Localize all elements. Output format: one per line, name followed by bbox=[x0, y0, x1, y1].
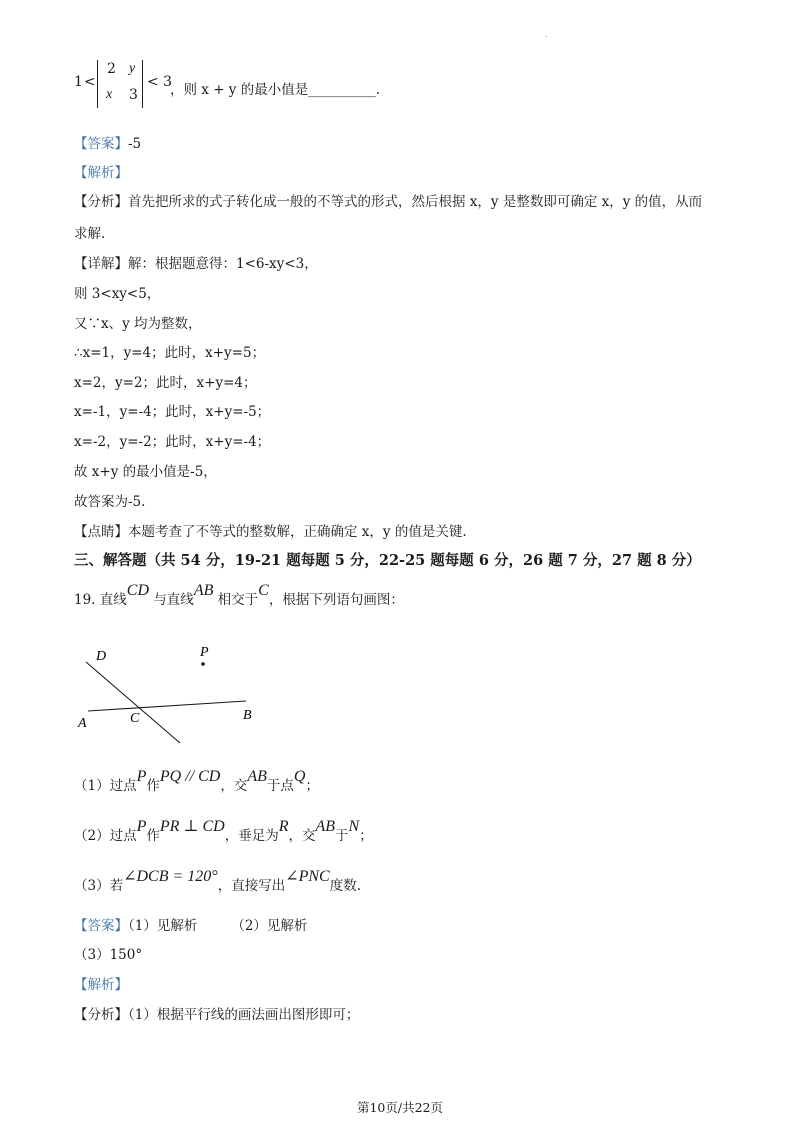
answer-part-3: （3）150° bbox=[74, 947, 143, 963]
q-math: Q bbox=[293, 768, 306, 785]
dianjing-label: 【点睛】 bbox=[74, 524, 128, 540]
dianjing-text: 本题考查了不等式的整数解，正确确定 x，y 的值是关键. bbox=[128, 524, 467, 540]
matrix-cell: 3 bbox=[129, 87, 138, 103]
answer-label: 【答案】 bbox=[74, 136, 128, 152]
q-math: N bbox=[348, 818, 360, 835]
q-text: 作 bbox=[146, 828, 160, 844]
question-tail: ，则 x + y 的最小值是__________. bbox=[170, 82, 381, 98]
detail-label: 【详解】 bbox=[74, 256, 128, 272]
problem-number: 19. bbox=[74, 592, 96, 608]
q-math: P bbox=[136, 818, 147, 835]
statement-text: ，根据下列语句画图： bbox=[268, 592, 404, 608]
q-math: R bbox=[278, 818, 289, 835]
q-text: ，交 bbox=[220, 778, 248, 794]
q-math: ∠PNC bbox=[285, 868, 330, 885]
analysis-label: 【解析】 bbox=[74, 977, 128, 993]
detail-line: x=-2，y=-2；此时，x+y=-4； bbox=[74, 434, 271, 450]
label-d: D bbox=[96, 649, 107, 664]
q-math: PQ // CD bbox=[159, 768, 221, 785]
less-than-three: < 3 bbox=[147, 74, 173, 90]
detail-line: ∴x=1，y=4；此时，x+y=5； bbox=[74, 345, 266, 361]
question-19-1 bbox=[74, 768, 319, 796]
statement-text: 直线 bbox=[99, 592, 127, 608]
q-math: AB bbox=[247, 768, 267, 785]
answer-part: （2）见解析 bbox=[231, 918, 308, 934]
matrix-cell: y bbox=[129, 61, 136, 76]
fenxi-label: 【分析】 bbox=[74, 194, 128, 210]
question-19-2 bbox=[74, 818, 373, 846]
detail-line: 又∵x、y 均为整数， bbox=[74, 316, 202, 332]
q-math: P bbox=[136, 768, 147, 785]
statement-text: 相交于 bbox=[217, 592, 259, 608]
line-ab bbox=[88, 701, 246, 711]
q-text: ，直接写出 bbox=[217, 878, 286, 894]
number-one: 1 bbox=[74, 74, 83, 90]
q-text: ，交 bbox=[288, 828, 316, 844]
line-cd bbox=[86, 662, 180, 743]
q-text: 度数. bbox=[329, 878, 362, 894]
point-p bbox=[201, 662, 205, 666]
detail-line: 故答案为-5. bbox=[74, 494, 146, 510]
answer-part: （1）见解析 bbox=[128, 918, 198, 934]
answer-18 bbox=[74, 134, 141, 154]
less-than: < bbox=[84, 74, 96, 90]
geometry-figure bbox=[74, 638, 274, 750]
line-ab-label: AB bbox=[193, 582, 214, 599]
q-math: AB bbox=[315, 818, 336, 835]
detail-text: 解：根据题意得：1<6-xy<3， bbox=[128, 256, 318, 272]
question-19-3 bbox=[74, 868, 362, 896]
q-text: 作 bbox=[146, 778, 160, 794]
matrix-cell: 2 bbox=[107, 61, 116, 77]
dianjing-18 bbox=[74, 522, 467, 542]
corner-dot: . bbox=[545, 30, 548, 39]
fenxi-18-line1 bbox=[74, 192, 702, 212]
fenxi-label: 【分析】 bbox=[74, 1007, 128, 1023]
problem-19-statement bbox=[74, 582, 404, 610]
point-c-label: C bbox=[258, 582, 269, 599]
answer-value: -5 bbox=[128, 136, 142, 152]
detail-line: 则 3<xy<5， bbox=[74, 286, 161, 302]
answer-label: 【答案】 bbox=[74, 918, 128, 934]
detail-line: x=-1，y=-4；此时，x+y=-5； bbox=[74, 404, 271, 420]
fenxi-text: 首先把所求的式子转化成一般的不等式的形式，然后根据 x，y 是整数即可确定 x，y 的值，从而 bbox=[128, 194, 703, 210]
analysis-label: 【解析】 bbox=[74, 165, 128, 181]
q-text: （1）过点 bbox=[74, 778, 137, 794]
matrix-left-bar bbox=[97, 60, 98, 108]
section-heading: 三、解答题（共 54 分，19-21 题每题 5 分，22-25 题每题 6 分，26 题 7 分，27 题 8 分） bbox=[74, 552, 701, 569]
label-b: B bbox=[243, 708, 252, 723]
matrix-right-bar bbox=[142, 60, 143, 108]
q-text: ，垂足为 bbox=[224, 828, 279, 844]
fenxi-18-line2: 求解. bbox=[74, 226, 106, 242]
page-footer: 第10页/共22页 bbox=[356, 1100, 444, 1115]
detail-line: x=2，y=2；此时，x+y=4； bbox=[74, 375, 257, 391]
q-text: （3）若 bbox=[74, 878, 124, 894]
q-math: PR ⊥ CD bbox=[159, 818, 225, 835]
label-p: P bbox=[200, 645, 209, 660]
q-text: （2）过点 bbox=[74, 828, 137, 844]
label-c: C bbox=[130, 711, 140, 726]
matrix-cell: x bbox=[106, 87, 113, 102]
statement-text: 与直线 bbox=[153, 592, 194, 608]
q-text: ； bbox=[305, 778, 319, 794]
detail-18 bbox=[74, 254, 318, 274]
answer-19 bbox=[74, 916, 307, 936]
q-math: ∠DCB = 120° bbox=[123, 868, 218, 885]
detail-line: 故 x+y 的最小值是-5， bbox=[74, 464, 217, 480]
fenxi-19 bbox=[74, 1005, 359, 1025]
q-text: ； bbox=[359, 828, 373, 844]
fenxi-text: （1）根据平行线的画法画出图形即可； bbox=[128, 1007, 360, 1023]
q-text: 于点 bbox=[266, 778, 294, 794]
line-cd-label: CD bbox=[126, 582, 150, 599]
q-text: 于 bbox=[335, 828, 349, 844]
label-a: A bbox=[78, 716, 87, 731]
